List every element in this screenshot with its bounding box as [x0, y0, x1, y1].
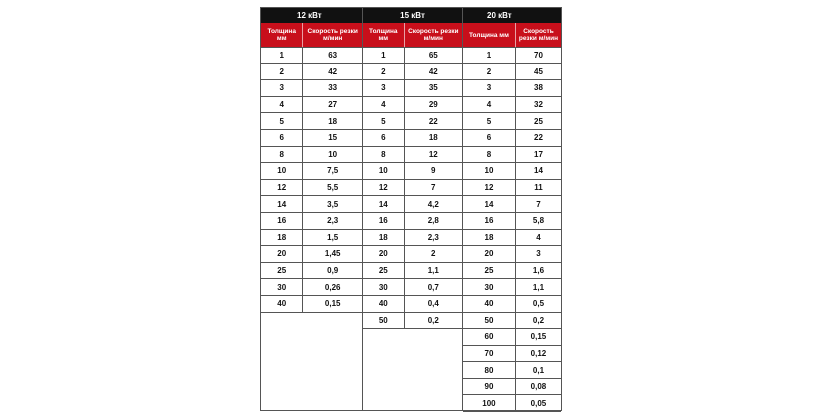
- table-row: [463, 296, 561, 313]
- table-row: [261, 246, 362, 263]
- table-row: [261, 230, 362, 247]
- table-row: [363, 163, 462, 180]
- speed-cell: 12: [404, 147, 462, 163]
- table-row: [463, 379, 561, 396]
- thickness-cell: 3: [381, 83, 386, 93]
- col-header-speed: Скорость резки м/мин: [404, 23, 462, 47]
- group-20kw: [462, 8, 561, 410]
- speed-cell: 0,08: [515, 379, 561, 395]
- table-row: [463, 362, 561, 379]
- table-row: [463, 246, 561, 263]
- speed-cell: 33: [302, 80, 362, 96]
- table-row: [363, 230, 462, 247]
- table-row: [363, 180, 462, 197]
- speed-cell: 42: [302, 64, 362, 80]
- speed-cell: 10: [302, 147, 362, 163]
- rows-15kw: [363, 47, 462, 329]
- speed-cell: 0,26: [302, 279, 362, 295]
- thickness-cell: 40: [277, 299, 287, 309]
- thickness-cell: 8: [381, 149, 386, 159]
- table-row: [363, 279, 462, 296]
- subheader-12kw: [261, 23, 362, 47]
- table-row: [463, 263, 561, 280]
- thickness-cell: 1: [381, 50, 386, 60]
- thickness-cell: 6: [381, 133, 386, 143]
- thickness-cell: 10: [484, 166, 494, 176]
- speed-cell: 27: [302, 97, 362, 113]
- thickness-cell: 8: [279, 149, 284, 159]
- thickness-cell: 40: [378, 299, 388, 309]
- thickness-cell: 1: [279, 50, 284, 60]
- group-title-15kw: 15 кВт: [363, 8, 462, 23]
- table-row: [363, 296, 462, 313]
- speed-cell: 70: [515, 48, 561, 63]
- table-row: [363, 47, 462, 64]
- thickness-cell: 5: [279, 116, 284, 126]
- table-row: [363, 80, 462, 97]
- thickness-cell: 3: [486, 83, 492, 93]
- thickness-cell: 2: [486, 66, 492, 76]
- table-row: [363, 130, 462, 147]
- table-row: [463, 329, 561, 346]
- rows-20kw: [463, 47, 561, 412]
- thickness-cell: 14: [484, 199, 494, 209]
- table-row: [261, 113, 362, 130]
- table-row: [261, 213, 362, 230]
- thickness-cell: 2: [381, 66, 386, 76]
- speed-cell: 2,8: [404, 213, 462, 229]
- table-row: [363, 147, 462, 164]
- thickness-cell: 4: [486, 100, 492, 110]
- col-header-thickness: Толщина мм: [468, 31, 509, 39]
- thickness-cell: 70: [484, 348, 494, 358]
- group-title-12kw: 12 кВт: [261, 8, 362, 23]
- subheader-15kw: [363, 23, 462, 47]
- speed-cell: 0,15: [515, 329, 561, 345]
- table-row: [363, 97, 462, 114]
- speed-cell: 9: [404, 163, 462, 179]
- thickness-cell: 20: [484, 249, 494, 259]
- table-row: [463, 64, 561, 81]
- speed-cell: 14: [515, 163, 561, 179]
- table-row: [463, 213, 561, 230]
- speed-cell: 5,5: [302, 180, 362, 196]
- thickness-cell: 10: [378, 166, 388, 176]
- group-15kw: [362, 8, 462, 410]
- thickness-cell: 12: [484, 183, 494, 193]
- speed-cell: 3: [515, 246, 561, 262]
- thickness-cell: 2: [279, 66, 284, 76]
- thickness-cell: 30: [484, 282, 494, 292]
- thickness-cell: 4: [279, 100, 284, 110]
- table-row: [463, 346, 561, 363]
- table-row: [261, 180, 362, 197]
- table-row: [261, 196, 362, 213]
- thickness-cell: 18: [484, 232, 494, 242]
- speed-cell: 0,2: [515, 313, 561, 329]
- speed-cell: 0,9: [302, 263, 362, 279]
- table-row: [261, 64, 362, 81]
- col-header-thickness: Толщина мм: [369, 28, 398, 42]
- speed-cell: 22: [404, 113, 462, 129]
- col-header-thickness: Толщина мм: [267, 28, 296, 42]
- speed-cell: 15: [302, 130, 362, 146]
- thickness-cell: 25: [484, 266, 494, 276]
- speed-cell: 0,7: [404, 279, 462, 295]
- speed-cell: 0,1: [515, 362, 561, 378]
- thickness-cell: 6: [279, 133, 284, 143]
- table-row: [363, 196, 462, 213]
- speed-cell: 2,3: [404, 230, 462, 246]
- speed-cell: 1,6: [515, 263, 561, 279]
- thickness-cell: 6: [486, 133, 492, 143]
- speed-cell: 18: [302, 113, 362, 129]
- thickness-cell: 4: [381, 100, 386, 110]
- thickness-cell: 30: [277, 282, 287, 292]
- speed-cell: 65: [404, 48, 462, 63]
- table-row: [261, 279, 362, 296]
- speed-cell: 4: [515, 230, 561, 246]
- col-header-speed: Скорость резки м/мин: [515, 23, 561, 47]
- group-12kw: [261, 8, 362, 410]
- thickness-cell: 1: [486, 50, 492, 60]
- speed-cell: 0,5: [515, 296, 561, 312]
- table-row: [463, 130, 561, 147]
- thickness-cell: 40: [484, 299, 494, 309]
- table-row: [463, 163, 561, 180]
- speed-cell: 29: [404, 97, 462, 113]
- thickness-cell: 16: [277, 216, 287, 226]
- table-row: [363, 263, 462, 280]
- speed-cell: 0,05: [515, 395, 561, 411]
- thickness-cell: 60: [484, 332, 494, 342]
- thickness-cell: 100: [482, 398, 496, 408]
- thickness-cell: 3: [279, 83, 284, 93]
- table-row: [261, 80, 362, 97]
- cutting-speed-table: [260, 7, 562, 411]
- thickness-cell: 10: [277, 166, 287, 176]
- speed-cell: 63: [302, 48, 362, 63]
- table-row: [261, 47, 362, 64]
- speed-cell: 38: [515, 80, 561, 96]
- thickness-cell: 20: [277, 249, 287, 259]
- thickness-cell: 25: [378, 266, 388, 276]
- speed-cell: 18: [404, 130, 462, 146]
- speed-cell: 0,2: [404, 313, 462, 329]
- speed-cell: 2: [404, 246, 462, 262]
- thickness-cell: 12: [277, 183, 287, 193]
- table-row: [261, 263, 362, 280]
- speed-cell: 25: [515, 113, 561, 129]
- thickness-cell: 18: [378, 232, 388, 242]
- table-row: [463, 279, 561, 296]
- table-row: [363, 313, 462, 330]
- thickness-cell: 12: [378, 183, 388, 193]
- speed-cell: 0,4: [404, 296, 462, 312]
- table-row: [463, 113, 561, 130]
- table-row: [363, 246, 462, 263]
- table-row: [463, 196, 561, 213]
- thickness-cell: 14: [378, 199, 388, 209]
- col-header-speed: Скорость резки м/мин: [302, 23, 362, 47]
- table-row: [463, 230, 561, 247]
- table-row: [261, 147, 362, 164]
- table-row: [363, 213, 462, 230]
- speed-cell: 0,15: [302, 296, 362, 312]
- table-row: [261, 163, 362, 180]
- table-row: [363, 64, 462, 81]
- table-row: [463, 47, 561, 64]
- subheader-20kw: [463, 23, 561, 47]
- table-row: [463, 180, 561, 197]
- speed-cell: 7: [404, 180, 462, 196]
- speed-cell: 7: [515, 196, 561, 212]
- speed-cell: 0,12: [515, 346, 561, 362]
- speed-cell: 45: [515, 64, 561, 80]
- speed-cell: 7,5: [302, 163, 362, 179]
- table-row: [261, 296, 362, 313]
- group-title-20kw: 20 кВт: [463, 8, 561, 23]
- thickness-cell: 14: [277, 199, 287, 209]
- table-row: [463, 313, 561, 330]
- speed-cell: 3,5: [302, 196, 362, 212]
- speed-cell: 17: [515, 147, 561, 163]
- thickness-cell: 16: [378, 216, 388, 226]
- speed-cell: 42: [404, 64, 462, 80]
- thickness-cell: 50: [378, 315, 388, 325]
- empty-area-12kw: [261, 313, 362, 411]
- speed-cell: 1,1: [515, 279, 561, 295]
- thickness-cell: 20: [378, 249, 388, 259]
- speed-cell: 5,8: [515, 213, 561, 229]
- table-row: [463, 147, 561, 164]
- table-row: [261, 97, 362, 114]
- thickness-cell: 90: [484, 382, 494, 392]
- speed-cell: 32: [515, 97, 561, 113]
- thickness-cell: 5: [486, 116, 492, 126]
- speed-cell: 11: [515, 180, 561, 196]
- empty-area-15kw: [363, 329, 462, 410]
- speed-cell: 4,2: [404, 196, 462, 212]
- table-row: [463, 97, 561, 114]
- thickness-cell: 5: [381, 116, 386, 126]
- thickness-cell: 30: [378, 282, 388, 292]
- thickness-cell: 80: [484, 365, 494, 375]
- table-row: [463, 395, 561, 412]
- speed-cell: 2,3: [302, 213, 362, 229]
- speed-cell: 22: [515, 130, 561, 146]
- thickness-cell: 16: [484, 216, 494, 226]
- thickness-cell: 8: [486, 149, 492, 159]
- speed-cell: 35: [404, 80, 462, 96]
- rows-12kw: [261, 47, 362, 313]
- table-row: [261, 130, 362, 147]
- thickness-cell: 25: [277, 266, 287, 276]
- table-row: [463, 80, 561, 97]
- speed-cell: 1,1: [404, 263, 462, 279]
- speed-cell: 1,5: [302, 230, 362, 246]
- thickness-cell: 18: [277, 232, 287, 242]
- speed-cell: 1,45: [302, 246, 362, 262]
- thickness-cell: 50: [484, 315, 494, 325]
- table-row: [363, 113, 462, 130]
